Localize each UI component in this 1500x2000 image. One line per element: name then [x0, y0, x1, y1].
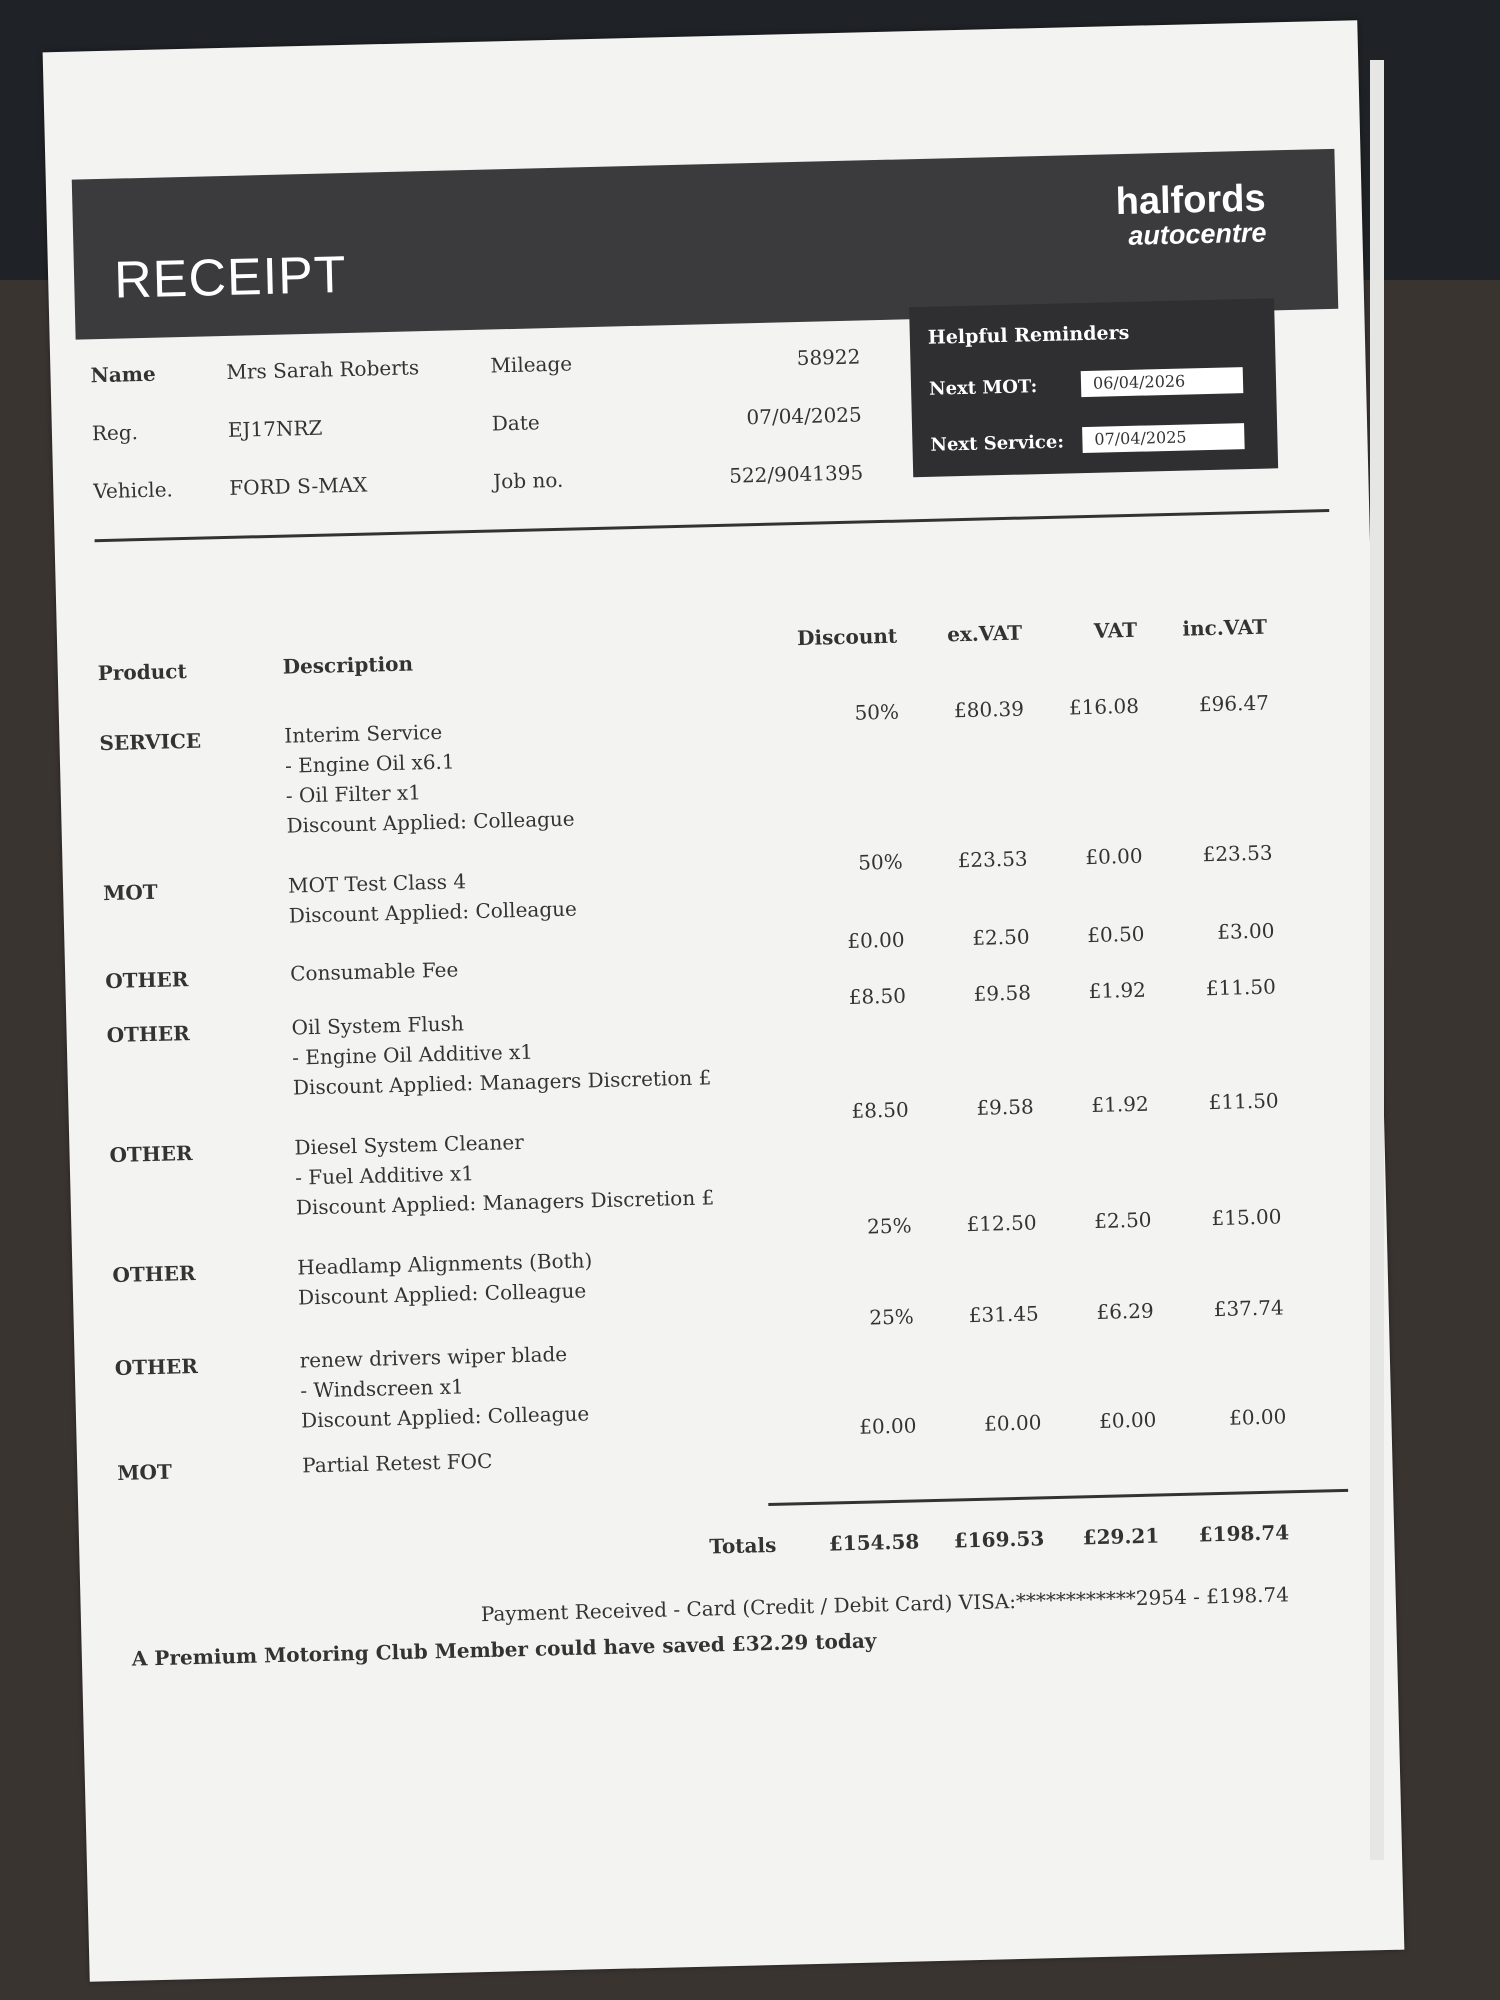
name-row: [90, 362, 156, 388]
row-product: SERVICE: [99, 728, 202, 756]
mileage-value: 58922: [796, 344, 861, 371]
row-discount: £0.00: [847, 927, 905, 953]
table-row: [99, 690, 1339, 838]
next-service-value: 07/04/2025: [1082, 423, 1245, 453]
row-discount: 25%: [869, 1304, 915, 1330]
row-ex-vat: £0.00: [983, 1410, 1042, 1436]
row-description: [291, 1002, 712, 1102]
payment-text: Payment Received - Card (Credit / Debit Card) VISA:************2954 - £198.74: [480, 1582, 1290, 1627]
row-description: [294, 1122, 715, 1222]
row-discount: £0.00: [858, 1413, 917, 1439]
row-vat: £1.92: [1088, 977, 1147, 1004]
row-description-line: - Engine Oil x6.1: [284, 749, 455, 778]
row-description-line: Interim Service: [284, 719, 443, 748]
name-value: Mrs Sarah Roberts: [226, 355, 420, 384]
row-vat: £1.92: [1091, 1091, 1149, 1118]
totals-inc-vat: £198.74: [1198, 1520, 1290, 1547]
row-description: [302, 1446, 493, 1481]
totals-ex-vat: £169.53: [953, 1526, 1045, 1553]
brand-logo: [1115, 179, 1267, 251]
row-vat: £0.00: [1085, 843, 1143, 870]
table-row: [102, 840, 1343, 928]
row-discount: £8.50: [848, 983, 907, 1009]
row-product: OTHER: [106, 1021, 190, 1048]
row-description-line: renew drivers wiper blade: [299, 1341, 568, 1373]
row-discount: 50%: [854, 699, 900, 725]
row-description-line: Discount Applied: Colleague: [297, 1278, 587, 1310]
header-inc-vat: inc.VAT: [1182, 614, 1268, 641]
table-header: [97, 613, 1337, 686]
date-value: 07/04/2025: [746, 402, 863, 430]
row-vat: £2.50: [1093, 1207, 1152, 1234]
totals-vat: £29.21: [1082, 1523, 1160, 1550]
row-description-line: Oil System Flush: [291, 1011, 465, 1040]
row-description-line: - Fuel Additive x1: [294, 1161, 475, 1190]
row-discount: 50%: [857, 849, 903, 875]
helpful-reminders-box: [909, 298, 1278, 477]
row-description-line: - Oil Filter x1: [285, 780, 422, 808]
receipt-title: RECEIPT: [113, 246, 348, 310]
row-description-line: Discount Applied: Colleague: [288, 896, 578, 928]
header-discount: Discount: [796, 623, 898, 651]
row-inc-vat: £15.00: [1211, 1204, 1282, 1231]
header-description: Description: [282, 651, 414, 679]
row-description-line: Discount Applied: Colleague: [300, 1401, 590, 1433]
row-inc-vat: £37.74: [1213, 1295, 1284, 1322]
row-vat: £0.50: [1086, 921, 1145, 948]
paper-stack-edge: [1370, 60, 1384, 1860]
job-label: Job no.: [492, 467, 564, 494]
row-description-line: Discount Applied: Colleague: [286, 806, 575, 838]
row-description-line: Discount Applied: Managers Discretion £: [292, 1065, 712, 1100]
totals-divider: [768, 1489, 1348, 1506]
date-label: Date: [491, 410, 540, 436]
header-vat: VAT: [1093, 617, 1138, 643]
header-product: Product: [97, 659, 187, 686]
row-vat: £6.29: [1096, 1298, 1154, 1324]
club-savings-text: A Premium Motoring Club Member could have saved £32.29 today: [131, 1628, 877, 1671]
vehicle-label: Vehicle.: [93, 477, 174, 504]
reg-label: Reg.: [91, 420, 139, 446]
totals-label: Totals: [709, 1532, 777, 1559]
row-ex-vat: £9.58: [976, 1094, 1034, 1120]
row-description-line: - Windscreen x1: [300, 1374, 464, 1403]
vehicle-value: FORD S-MAX: [229, 472, 368, 500]
row-product: OTHER: [109, 1141, 193, 1168]
table-row: [106, 974, 1346, 1100]
row-product: MOT: [102, 879, 158, 906]
row-vat: £16.08: [1068, 693, 1140, 720]
row-ex-vat: £23.53: [957, 846, 1028, 873]
row-description: [290, 954, 459, 988]
row-vat: £0.00: [1098, 1407, 1157, 1433]
row-discount: £8.50: [851, 1097, 909, 1123]
row-inc-vat: £11.50: [1208, 1088, 1279, 1115]
row-description-line: MOT Test Class 4: [287, 869, 467, 898]
row-description-line: Consumable Fee: [289, 957, 459, 986]
row-product: OTHER: [105, 967, 189, 994]
row-ex-vat: £12.50: [966, 1210, 1037, 1237]
row-inc-vat: £3.00: [1216, 918, 1275, 944]
brand-name: halfords: [1115, 177, 1267, 224]
row-ex-vat: £80.39: [953, 696, 1025, 723]
row-product: OTHER: [112, 1260, 196, 1288]
job-value: 522/9041395: [728, 460, 864, 488]
next-service-label: Next Service:: [930, 431, 1065, 456]
row-description-line: Partial Retest FOC: [301, 1448, 493, 1478]
row-inc-vat: £0.00: [1228, 1404, 1287, 1430]
next-mot-label: Next MOT:: [928, 376, 1038, 400]
name-label: Name: [90, 361, 156, 388]
row-ex-vat: £2.50: [971, 924, 1030, 950]
row-description-line: - Engine Oil Additive x1: [291, 1039, 534, 1070]
reg-value: EJ17NRZ: [227, 415, 323, 442]
row-description: [288, 864, 577, 931]
totals-row: [119, 1519, 1359, 1559]
receipt-paper: [43, 20, 1405, 1982]
row-description: [299, 1338, 589, 1435]
row-ex-vat: £31.45: [968, 1301, 1040, 1328]
row-inc-vat: £11.50: [1205, 974, 1277, 1001]
brand-subtitle: autocentre: [1128, 217, 1267, 251]
totals-discount: £154.58: [828, 1529, 920, 1556]
row-inc-vat: £23.53: [1202, 840, 1273, 867]
row-ex-vat: £9.58: [973, 980, 1032, 1006]
row-product: OTHER: [114, 1353, 199, 1380]
row-description-line: Headlamp Alignments (Both): [297, 1248, 593, 1280]
row-description-line: Discount Applied: Managers Discretion £: [295, 1185, 715, 1220]
header-ex-vat: ex.VAT: [946, 620, 1023, 647]
row-inc-vat: £96.47: [1198, 690, 1270, 717]
reminders-title: Helpful Reminders: [927, 321, 1130, 349]
row-discount: 25%: [866, 1213, 912, 1239]
mileage-label: Mileage: [490, 351, 573, 378]
header-divider: [95, 509, 1330, 542]
next-mot-value: 06/04/2026: [1081, 367, 1244, 397]
row-description: [297, 1245, 593, 1312]
row-description: [284, 714, 575, 841]
row-product: MOT: [117, 1459, 173, 1485]
row-description-line: Diesel System Cleaner: [294, 1129, 525, 1160]
